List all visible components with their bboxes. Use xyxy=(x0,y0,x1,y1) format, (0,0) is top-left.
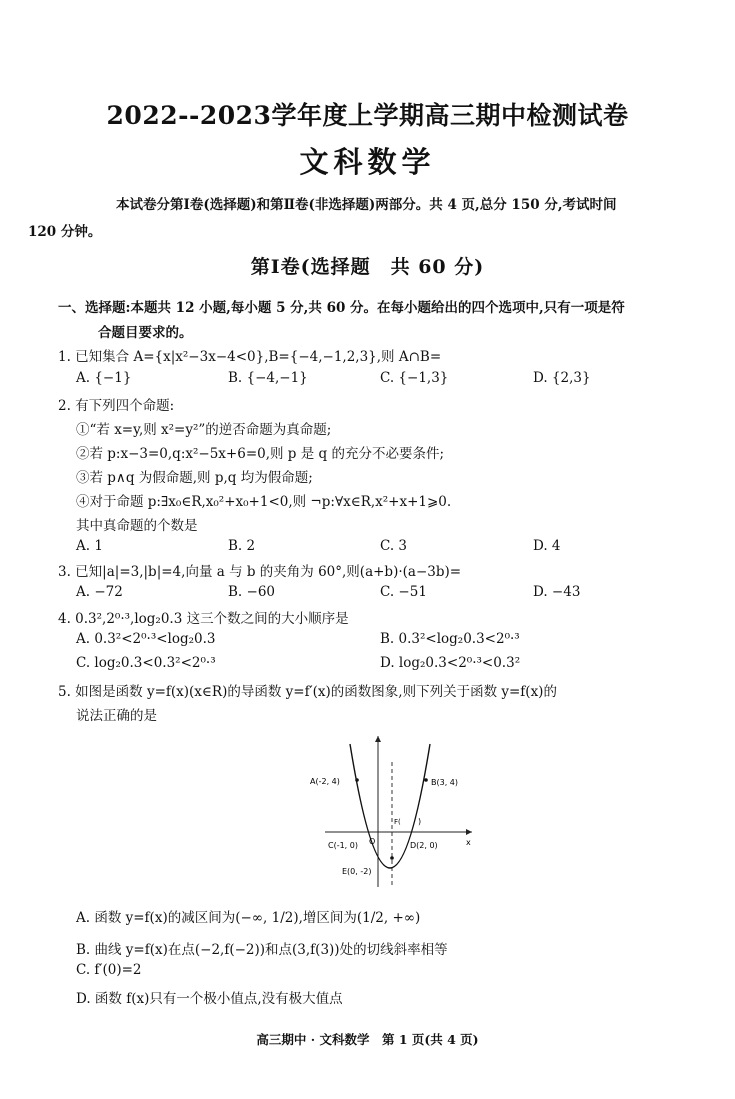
q1-option-c: C. {−1,3} xyxy=(380,370,449,386)
label-x-axis: x xyxy=(466,838,471,847)
intro-line-2: 120 分钟。 xyxy=(28,224,102,240)
q4-option-c: C. log₂0.3<0.3²<2⁰·³ xyxy=(76,655,216,671)
derivative-graph xyxy=(300,732,480,892)
q2-item-4: ④对于命题 p:∃x₀∈R,x₀²+x₀+1<0,则 ¬p:∀x∈R,x²+x+1⩾0. xyxy=(76,494,452,510)
instructions-line-2: 合题目要求的。 xyxy=(98,325,193,341)
q3-option-c: C. −51 xyxy=(380,584,427,600)
q3-option-a: A. −72 xyxy=(76,584,123,600)
q4-option-a: A. 0.3²<2⁰·³<log₂0.3 xyxy=(76,631,216,647)
label-point-a: A(-2, 4) xyxy=(310,777,340,786)
section-instructions xyxy=(58,296,698,346)
label-point-d: D(2, 0) xyxy=(410,841,438,850)
q1-stem: 1. 已知集合 A={x|x²−3x−4<0},B={−4,−1,2,3},则 A∩B= xyxy=(58,349,442,365)
q2-option-d: D. 4 xyxy=(533,538,561,554)
q2-item-2: ②若 p:x−3=0,q:x²−5x+6=0,则 p 是 q 的充分不必要条件; xyxy=(76,446,445,462)
q5-stem-line-2: 说法正确的是 xyxy=(76,708,157,724)
page-footer: 高三期中 · 文科数学 第 1 页(共 4 页) xyxy=(256,1032,479,1047)
q2-question: 其中真命题的个数是 xyxy=(76,518,198,534)
point-vertex xyxy=(390,856,394,860)
point-a xyxy=(355,778,359,782)
q5-option-c: C. f′(0)=2 xyxy=(76,962,142,978)
q4-option-d: D. log₂0.3<2⁰·³<0.3² xyxy=(380,655,521,671)
q1-option-b: B. {−4,−1} xyxy=(228,370,308,386)
label-paren: ) xyxy=(418,817,422,826)
label-point-e: E(0, -2) xyxy=(342,867,372,876)
exam-subject: 文科数学 xyxy=(299,145,436,179)
label-point-f: F( xyxy=(394,818,401,826)
q3-option-b: B. −60 xyxy=(228,584,275,600)
q2-stem: 2. 有下列四个命题: xyxy=(58,398,175,414)
label-origin: O xyxy=(369,837,376,846)
section-title: 第Ⅰ卷(选择题 共 60 分) xyxy=(250,256,485,278)
q2-option-c: C. 3 xyxy=(380,538,408,554)
q2-option-a: A. 1 xyxy=(76,538,103,554)
y-axis-arrow-icon xyxy=(375,736,381,742)
instructions-line-1: 一、选择题:本题共 12 小题,每小题 5 分,共 60 分。在每小题给出的四个选项中,只有一项是符 xyxy=(58,300,625,316)
exam-intro xyxy=(28,192,698,246)
x-axis-arrow-icon xyxy=(466,829,472,835)
q5-option-b: B. 曲线 y=f(x)在点(−2,f(−2))和点(3,f(3))处的切线斜率相等 xyxy=(76,942,448,958)
intro-line-1: 本试卷分第Ⅰ卷(选择题)和第Ⅱ卷(非选择题)两部分。共 4 页,总分 150 分,考试时间 xyxy=(116,197,617,213)
q4-option-b: B. 0.3²<log₂0.3<2⁰·³ xyxy=(380,631,520,647)
point-b xyxy=(424,778,428,782)
label-point-b: B(3, 4) xyxy=(431,778,458,787)
q4-stem: 4. 0.3²,2⁰·³,log₂0.3 这三个数之间的大小顺序是 xyxy=(58,611,349,627)
q5-option-d: D. 函数 f(x)只有一个极小值点,没有极大值点 xyxy=(76,991,343,1007)
q2-option-b: B. 2 xyxy=(228,538,256,554)
q2-item-1: ①“若 x=y,则 x²=y²”的逆否命题为真命题; xyxy=(76,422,332,438)
q1-option-a: A. {−1} xyxy=(76,370,132,386)
q1-option-d: D. {2,3} xyxy=(533,370,591,386)
q3-stem: 3. 已知|a|=3,|b|=4,向量 a 与 b 的夹角为 60°,则(a+b)·(a−3b)= xyxy=(58,564,462,580)
q2-item-3: ③若 p∧q 为假命题,则 p,q 均为假命题; xyxy=(76,470,313,486)
q3-option-d: D. −43 xyxy=(533,584,581,600)
q5-stem-line-1: 5. 如图是函数 y=f(x)(x∈R)的导函数 y=f′(x)的函数图象,则下列关于函数 y=f(x)的 xyxy=(58,684,557,700)
q5-option-a: A. 函数 y=f(x)的减区间为(−∞, 1/2),增区间为(1/2, +∞) xyxy=(76,910,421,926)
exam-title: 2022--2023学年度上学期高三期中检测试卷 xyxy=(106,101,629,130)
label-point-c: C(-1, 0) xyxy=(328,841,358,850)
